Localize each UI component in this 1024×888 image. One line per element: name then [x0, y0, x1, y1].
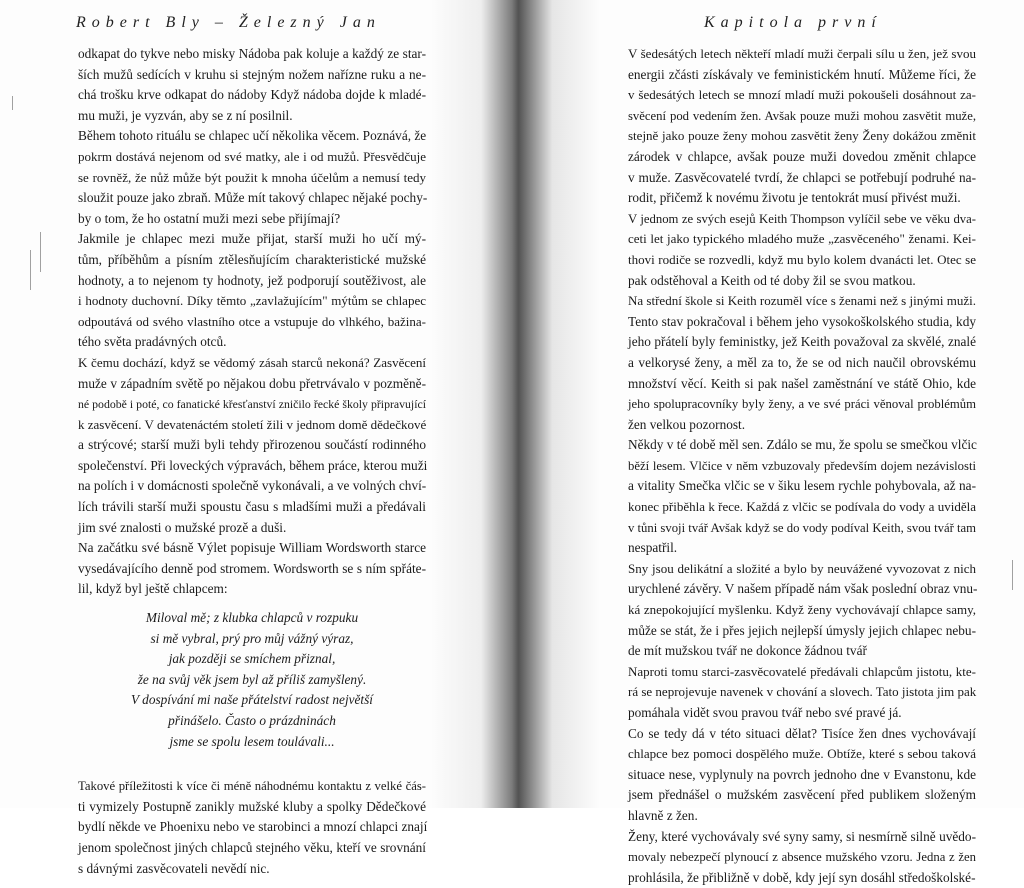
text-line: odpoutává od svého vlastního otce a vstupuje do vlhkého, bažina-: [78, 313, 426, 329]
right-page: [524, 0, 1024, 885]
text-line: ti vymizely Postupně zanikly mužské kluby a spolky Dědečkové: [78, 798, 426, 814]
margin-pen-mark: [1012, 560, 1013, 590]
text-line: K čemu dochází, když se vědomý zásah starců nekoná? Zasvěcení: [78, 354, 426, 370]
text-line: vysedávajícího denně pod stromem. Wordsworth se s ním spřáte-: [78, 560, 426, 576]
text-line: chá trošku krve odkapat do nádoby Když nádoba dojde k mladé-: [78, 87, 426, 103]
text-line: tům, příběhům a písním ztělesňujícím charakteristické mužské: [78, 251, 426, 267]
text-line: a vitality Smečka vlčic se v šiku lesem rychle pohybovala, až na-: [628, 478, 976, 494]
text-line: jeho spolupracovníky byly ženy, a ve své práci věnoval problémům: [628, 397, 976, 412]
left-paragraphs-top: [78, 44, 426, 600]
text-line: jsme se spolu lesem toulávali...: [169, 733, 335, 749]
text-line: Miloval mě; z klubka chlapců v rozpuku: [145, 610, 359, 626]
text-line: Během tohoto rituálu se chlapec učí několika věcem. Poznává, že: [78, 128, 427, 144]
text-line: ká znepokojující myšlenku. Když ženy vychovávají chlapce samy,: [628, 602, 976, 618]
text-line: Naproti tomu starci-zasvěcovatelé předávali chlapcům jistotu, kte-: [628, 663, 976, 679]
text-line: s dávnými zasvěcovateli nevědí nic.: [78, 860, 270, 876]
text-line: v šedesátých letech se mnozí mladí muži pokoušeli dosáhnout za-: [628, 87, 976, 103]
text-line: Sny jsou delikátní a složité a bylo by neuvážené vyvozovat z nich: [628, 560, 976, 576]
text-line: Co se tedy dá v této situaci dělat? Tisíce žen dnes vychovávají: [628, 725, 976, 741]
text-line: lích trávili starší muži spoustu času s mladšími muži a předávali: [78, 499, 426, 515]
text-line: hodnoty, a to nejenom ty hodnoty, jež podporují soutěživost, ale: [78, 272, 426, 288]
text-line: Ženy, které vychovávaly své syny samy, si nesmírně silně uvědo-: [628, 828, 976, 844]
running-head-left: Robert Bly – Železný Jan: [76, 14, 381, 31]
text-line: zárodek v chlapce, avšak pouze muži dovedou změnit chlapce: [628, 148, 976, 164]
text-line: Někdy v té době měl sen. Zdálo se mu, že spolu se smečkou vlčic: [628, 437, 977, 453]
text-line: rá se neprojevuje navenek v chování a slovech. Tato jistota jim pak: [628, 684, 977, 700]
text-line: množství věcí. Keith si pak našel zaměstnání ve státě Ohio, kde: [628, 375, 976, 391]
text-line: energii zčásti získávaly ve feministickém hnutí. Můžeme říci, že: [628, 66, 976, 82]
text-line: jeho přátelí byly feministky, jež Keith považoval za skvělé, znalé: [628, 334, 976, 350]
text-line: V šedesátých letech někteří mladí muži čerpali sílu u žen, jež svou: [628, 46, 976, 61]
text-line: Na střední škole si Keith rozuměl více s ženami než s jinými muži.: [628, 293, 976, 309]
text-line: jenom společnost jiných chlapců stejného věku, kteří ve srovnání: [78, 839, 426, 855]
text-line: muže v západním světě po nějakou dobu přetrvávalo v pozměně-: [78, 375, 426, 391]
text-line: chlapce bez pomoci dospělého muže. Obtíže, které s sebou taková: [628, 746, 976, 762]
text-line: pak odstěhoval a Keith od té doby žil se svou matkou.: [628, 272, 916, 288]
text-line: V dospívání mi naše přátelství radost největší: [130, 692, 374, 708]
text-line: pokrm dostává nejenom od své matky, ale i od mužů. Přesvědčuje: [78, 148, 426, 164]
margin-pen-mark: [30, 250, 31, 290]
text-line: žen velkou pozornost.: [628, 416, 746, 432]
text-line: se rovněž, že nůž může být použit k mnoha účelům a nemusí tedy: [78, 169, 426, 185]
text-line: v tůni svoji tvář Avšak když se do vody podíval Keith, svou tvář tam: [628, 520, 976, 535]
text-line: svěcení pod vedením žen. Avšak pouze muži mohou zasvětit muže,: [628, 108, 976, 123]
text-line: jim své znalosti o mužské prozě a duši.: [78, 519, 287, 535]
text-line: jak později se smíchem přiznal,: [168, 651, 336, 667]
text-line: rodit, přičemž k novému životu je tentokrát musí přivést muži.: [628, 190, 961, 206]
running-head-right: Kapitola první: [704, 14, 882, 31]
left-paragraphs-bottom: [78, 776, 426, 879]
margin-pen-mark: [12, 96, 13, 110]
text-line: lil, když byl ještě chlapcem:: [78, 581, 228, 597]
text-line: prohlásila, že přibližně v době, kdy její syn dosáhl středoškolské-: [628, 869, 976, 885]
text-line: a strýcové; starší muži byli tehdy přirozenou součástí rodinného: [78, 437, 426, 453]
left-page: [0, 0, 500, 876]
text-line: stejně jako pouze ženy mohou zasvětit ženy Ženy dokážou změnit: [628, 128, 976, 144]
text-line: běží lesem. Vlčice v něm vzbuzovaly především dojem nezávislosti: [628, 458, 976, 473]
text-line: nespatřil.: [628, 540, 678, 556]
text-line: thovi rodiče se rozvedli, když mu bylo kolem dvanácti let. Otec se: [628, 251, 976, 267]
right-page-text: [628, 44, 976, 888]
text-line: movaly nebezpečí plynoucí z absence mužského vzoru. Jedna z žen: [628, 850, 976, 865]
text-line: a velkorysé ženy, a měl za to, že se od nich naučil obrovskému: [628, 354, 976, 370]
left-page-text: [78, 44, 426, 879]
text-line: konec přiběhla k řece. Každá z vlčic se podívala do vody a uviděla: [628, 499, 976, 515]
text-line: že na svůj věk jsem byl až příliš zamyšlený.: [137, 671, 367, 687]
right-paragraphs: [628, 44, 976, 888]
text-line: v muže. Zasvěcovatelé tvrdí, že chlapci se potřebují podruhé na-: [628, 169, 976, 185]
text-line: i hodnoty duchovní. Díky těmto „zavlažujícím" mýtům se chlapec: [78, 293, 426, 309]
text-line: de mít mužskou tvář ne dokonce žádnou tvář: [628, 643, 867, 659]
text-line: ceti let jako typického mladého muže „zasvěceného" ženami. Kei-: [628, 231, 976, 247]
text-line: Jakmile je chlapec mezi muže přijat, starší muži ho učí mý-: [78, 231, 426, 247]
text-line: k zasvěcení. V devatenáctém století žili v jednom domě dědečkové: [78, 416, 427, 432]
text-line: pomáhala vidět svou pravou tvář nebo své pravé já.: [628, 705, 902, 720]
poem-excerpt: [78, 608, 426, 752]
text-line: urychlené závěry. V našem případě nám však poslední obraz vnu-: [628, 581, 978, 597]
text-line: bydlí někde ve Phoenixu nebo ve starobinci a mnozí chlapci znají: [78, 819, 428, 835]
text-line: tého světa pradávných otců.: [78, 334, 227, 350]
text-line: situace nese, vyplynuly na povrch jednoho dne v Evanstonu, kde: [628, 766, 976, 782]
text-line: na polích i v domácnosti společně vykonávali, a ve volných chví-: [78, 478, 427, 494]
text-line: Tento stav pokračoval i během jeho vysokoškolského studia, kdy: [628, 313, 976, 329]
text-line: Na začátku své básně Výlet popisuje William Wordsworth starce: [78, 540, 426, 556]
stanza-gap: [78, 762, 426, 776]
text-line: né podobě i poté, co fanatické křesťanství zničilo řecké školy připravující: [78, 397, 426, 412]
text-line: sloužit pouze jako zbraň. Může mít takový chlapec nějaké pochy-: [78, 190, 428, 206]
margin-pen-mark: [40, 232, 41, 272]
text-line: společenství. Při loveckých výpravách, během práce, kterou muži: [78, 457, 428, 473]
text-line: ších mužů sedících v kruhu si stejným nožem nařízne ruku a ne-: [78, 66, 426, 82]
text-line: Takové příležitosti k více či méně náhodnému kontaktu z velké čás-: [78, 779, 426, 794]
text-line: může se stát, že i přes jejich nejlepší úmysly jejich chlapec nebu-: [628, 622, 976, 638]
text-line: jsem přednášel o mužském zasvěcení před publikem složeným: [628, 787, 976, 803]
text-line: V jednom ze svých esejů Keith Thompson vylíčil sebe ve věku dva-: [628, 211, 976, 226]
text-line: hlavně z žen.: [628, 807, 698, 823]
text-line: odkapat do tykve nebo misky Nádoba pak koluje a každý ze star-: [78, 46, 426, 61]
text-line: by o tom, že ho ostatní muži mezi sebe přijímají?: [78, 210, 341, 226]
text-line: mu muži, je vyzván, aby se z ní posilnil.: [78, 107, 293, 123]
text-line: si mě vybral, prý pro můj vážný výraz,: [150, 630, 354, 646]
text-line: přinášelo. Často o prázdninách: [168, 713, 336, 728]
